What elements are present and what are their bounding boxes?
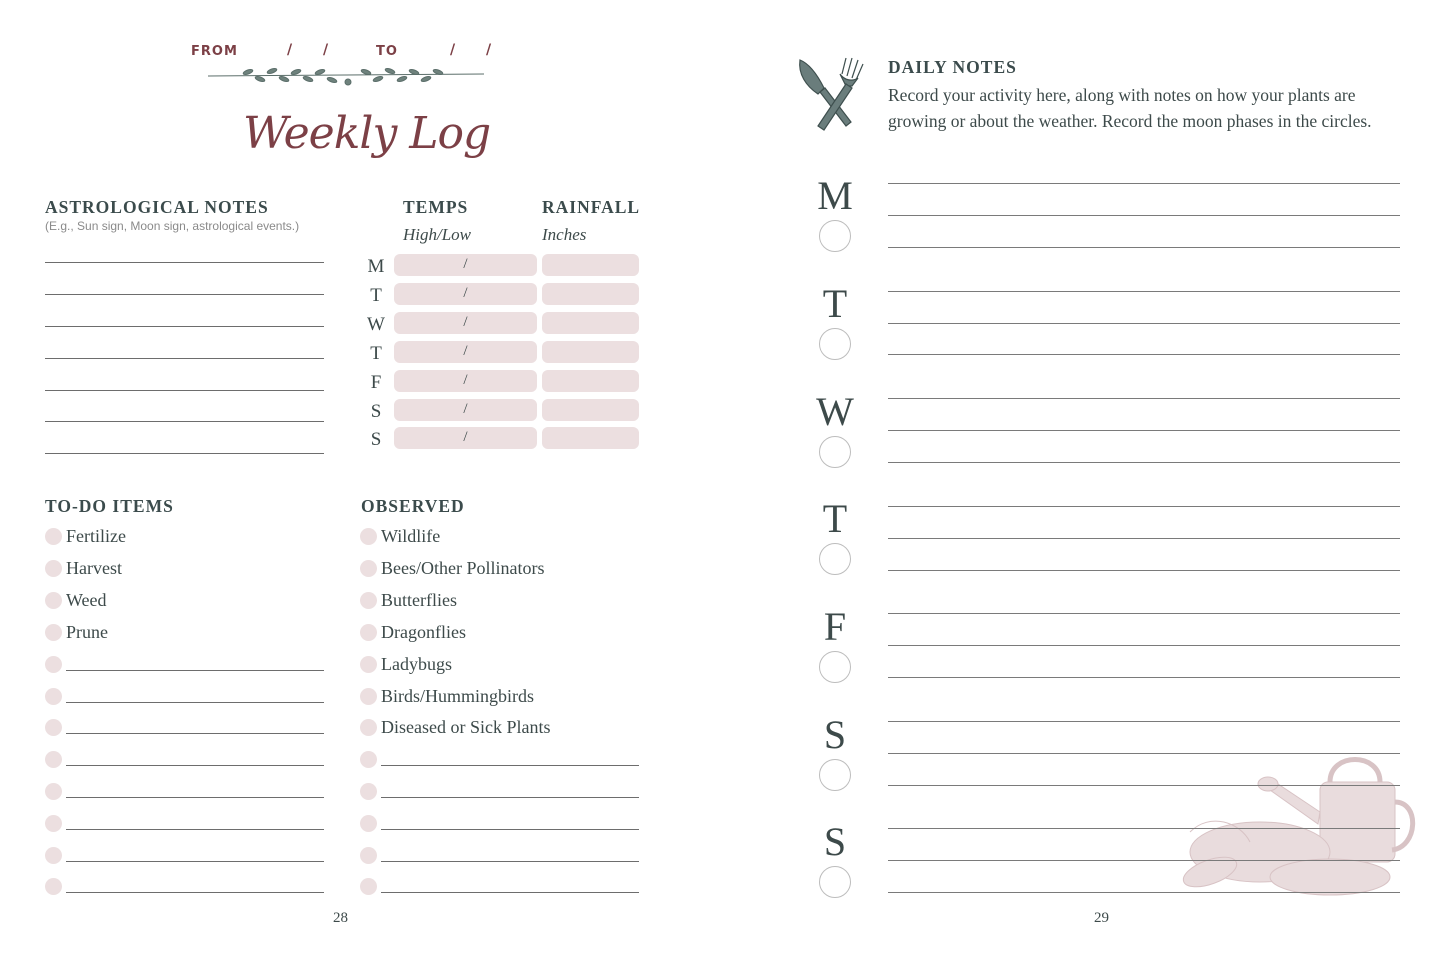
temp-separator: /: [463, 256, 468, 272]
weather-day-label: T: [370, 343, 382, 364]
moon-phase-circle[interactable]: [819, 328, 851, 360]
observed-checkbox[interactable]: [360, 751, 377, 768]
todo-checkbox[interactable]: [45, 560, 62, 577]
temp-cell[interactable]: [394, 399, 537, 421]
daily-note-line[interactable]: [888, 462, 1400, 463]
temp-cell[interactable]: [394, 427, 537, 449]
temp-cell[interactable]: [394, 370, 537, 392]
observed-checkbox[interactable]: [360, 560, 377, 577]
moon-phase-circle[interactable]: [819, 759, 851, 791]
daily-note-line[interactable]: [888, 430, 1400, 431]
date-slash: /: [287, 42, 293, 58]
observed-item-label: Wildlife: [381, 526, 441, 546]
astro-line[interactable]: [45, 326, 324, 327]
weather-day-label: F: [370, 372, 382, 393]
page-number-left: 28: [333, 910, 348, 926]
temp-separator: /: [463, 401, 468, 417]
daily-note-line[interactable]: [888, 828, 1400, 829]
rain-cell[interactable]: [542, 427, 639, 449]
temps-heading: TEMPS: [403, 197, 469, 217]
daily-note-line[interactable]: [888, 721, 1400, 722]
temp-separator: /: [463, 285, 468, 301]
moon-phase-circle[interactable]: [819, 866, 851, 898]
observed-item-label: Bees/Other Pollinators: [381, 558, 545, 578]
observed-blank-line[interactable]: [381, 765, 639, 766]
todo-blank-line[interactable]: [66, 765, 324, 766]
observed-item-label: Diseased or Sick Plants: [381, 717, 551, 737]
observed-blank-line[interactable]: [381, 829, 639, 830]
daily-notes-instructions-line2: growing or about the weather. Record the moon phases in the circles.: [888, 111, 1372, 131]
moon-phase-circle[interactable]: [819, 220, 851, 252]
todo-checkbox[interactable]: [45, 783, 62, 800]
observed-item-label: Butterflies: [381, 590, 457, 610]
daily-note-line[interactable]: [888, 892, 1400, 893]
todo-blank-line[interactable]: [66, 670, 324, 671]
astro-line[interactable]: [45, 390, 324, 391]
observed-checkbox[interactable]: [360, 815, 377, 832]
todo-item-label: Harvest: [66, 558, 122, 578]
astrological-heading: ASTROLOGICAL NOTES: [45, 197, 269, 217]
observed-checkbox[interactable]: [360, 656, 377, 673]
date-slash: /: [486, 42, 492, 58]
todo-checkbox[interactable]: [45, 656, 62, 673]
astro-line[interactable]: [45, 358, 324, 359]
daily-note-line[interactable]: [888, 506, 1400, 507]
temp-separator: /: [463, 343, 468, 359]
rain-cell[interactable]: [542, 341, 639, 363]
observed-checkbox[interactable]: [360, 719, 377, 736]
astro-line[interactable]: [45, 262, 324, 263]
weather-day-label: M: [367, 256, 385, 277]
page-title: Weekly Log: [243, 108, 491, 159]
todo-item-label: Prune: [66, 622, 108, 642]
daily-note-line[interactable]: [888, 538, 1400, 539]
daily-note-line[interactable]: [888, 753, 1400, 754]
trowel-fork-icon: [796, 54, 868, 134]
todo-blank-line[interactable]: [66, 861, 324, 862]
page-number-right: 29: [1094, 910, 1109, 926]
temps-subheading: High/Low: [403, 225, 472, 244]
observed-checkbox[interactable]: [360, 528, 377, 545]
todo-blank-line[interactable]: [66, 892, 324, 893]
todo-checkbox[interactable]: [45, 719, 62, 736]
observed-checkbox[interactable]: [360, 624, 377, 641]
observed-checkbox[interactable]: [360, 783, 377, 800]
daily-day-letter: S: [823, 712, 847, 757]
todo-blank-line[interactable]: [66, 797, 324, 798]
daily-note-line[interactable]: [888, 291, 1400, 292]
rainfall-subheading: Inches: [542, 225, 587, 244]
weather-day-label: S: [370, 429, 382, 450]
astrological-note: (E.g., Sun sign, Moon sign, astrological events.): [45, 219, 300, 233]
weather-day-label: T: [370, 285, 382, 306]
daily-day-letter: S: [823, 819, 847, 864]
observed-checkbox[interactable]: [360, 878, 377, 895]
astro-line[interactable]: [45, 421, 324, 422]
todo-heading: TO-DO ITEMS: [45, 496, 174, 516]
observed-heading: OBSERVED: [361, 496, 465, 516]
daily-note-line[interactable]: [888, 247, 1400, 248]
daily-note-line[interactable]: [888, 613, 1400, 614]
rain-cell[interactable]: [542, 312, 639, 334]
todo-blank-line[interactable]: [66, 733, 324, 734]
temp-separator: /: [463, 314, 468, 330]
astro-line[interactable]: [45, 453, 324, 454]
todo-item-label: Fertilize: [66, 526, 126, 546]
rain-cell[interactable]: [542, 254, 639, 276]
daily-day-letter: F: [823, 604, 847, 649]
date-slash: /: [323, 42, 329, 58]
temp-cell[interactable]: [394, 283, 537, 305]
rain-cell[interactable]: [542, 399, 639, 421]
sprig-divider-icon: [208, 64, 484, 92]
todo-blank-line[interactable]: [66, 829, 324, 830]
rain-cell[interactable]: [542, 370, 639, 392]
daily-note-line[interactable]: [888, 215, 1400, 216]
observed-item-label: Birds/Hummingbirds: [381, 686, 535, 706]
observed-checkbox[interactable]: [360, 592, 377, 609]
todo-blank-line[interactable]: [66, 702, 324, 703]
todo-item-label: Weed: [66, 590, 107, 610]
weather-day-label: S: [370, 401, 382, 422]
daily-note-line[interactable]: [888, 785, 1400, 786]
observed-item-label: Ladybugs: [381, 654, 452, 674]
todo-checkbox[interactable]: [45, 751, 62, 768]
observed-blank-line[interactable]: [381, 797, 639, 798]
daily-day-letter: T: [822, 496, 848, 541]
todo-checkbox[interactable]: [45, 688, 62, 705]
astro-line[interactable]: [45, 294, 324, 295]
temp-cell[interactable]: [394, 312, 537, 334]
date-slash: /: [450, 42, 456, 58]
todo-checkbox[interactable]: [45, 847, 62, 864]
daily-notes-heading: DAILY NOTES: [888, 57, 1017, 77]
temp-cell[interactable]: [394, 341, 537, 363]
daily-note-line[interactable]: [888, 398, 1400, 399]
daily-note-line[interactable]: [888, 860, 1400, 861]
to-label: TO: [376, 44, 398, 59]
from-label: FROM: [191, 44, 238, 59]
weather-day-label: W: [367, 314, 385, 335]
daily-note-line[interactable]: [888, 183, 1400, 184]
todo-checkbox[interactable]: [45, 624, 62, 641]
rainfall-heading: RAINFALL: [542, 197, 641, 217]
daily-note-line[interactable]: [888, 645, 1400, 646]
temp-separator: /: [463, 372, 468, 388]
daily-day-letter: T: [822, 281, 848, 326]
daily-note-line[interactable]: [888, 323, 1400, 324]
observed-blank-line[interactable]: [381, 861, 639, 862]
daily-note-line[interactable]: [888, 354, 1400, 355]
moon-phase-circle[interactable]: [819, 436, 851, 468]
observed-blank-line[interactable]: [381, 892, 639, 893]
daily-note-line[interactable]: [888, 570, 1400, 571]
rain-cell[interactable]: [542, 283, 639, 305]
moon-phase-circle[interactable]: [819, 543, 851, 575]
temp-cell[interactable]: [394, 254, 537, 276]
todo-checkbox[interactable]: [45, 878, 62, 895]
daily-notes-instructions-line1: Record your activity here, along with notes on how your plants are: [888, 85, 1356, 105]
watering-can-illustration: [1180, 752, 1420, 902]
daily-note-line[interactable]: [888, 677, 1400, 678]
daily-day-letter: M: [817, 173, 853, 218]
todo-checkbox[interactable]: [45, 815, 62, 832]
moon-phase-circle[interactable]: [819, 651, 851, 683]
todo-checkbox[interactable]: [45, 592, 62, 609]
temp-separator: /: [463, 429, 468, 445]
observed-checkbox[interactable]: [360, 688, 377, 705]
todo-checkbox[interactable]: [45, 528, 62, 545]
observed-item-label: Dragonflies: [381, 622, 466, 642]
daily-day-letter: W: [816, 389, 854, 434]
observed-checkbox[interactable]: [360, 847, 377, 864]
